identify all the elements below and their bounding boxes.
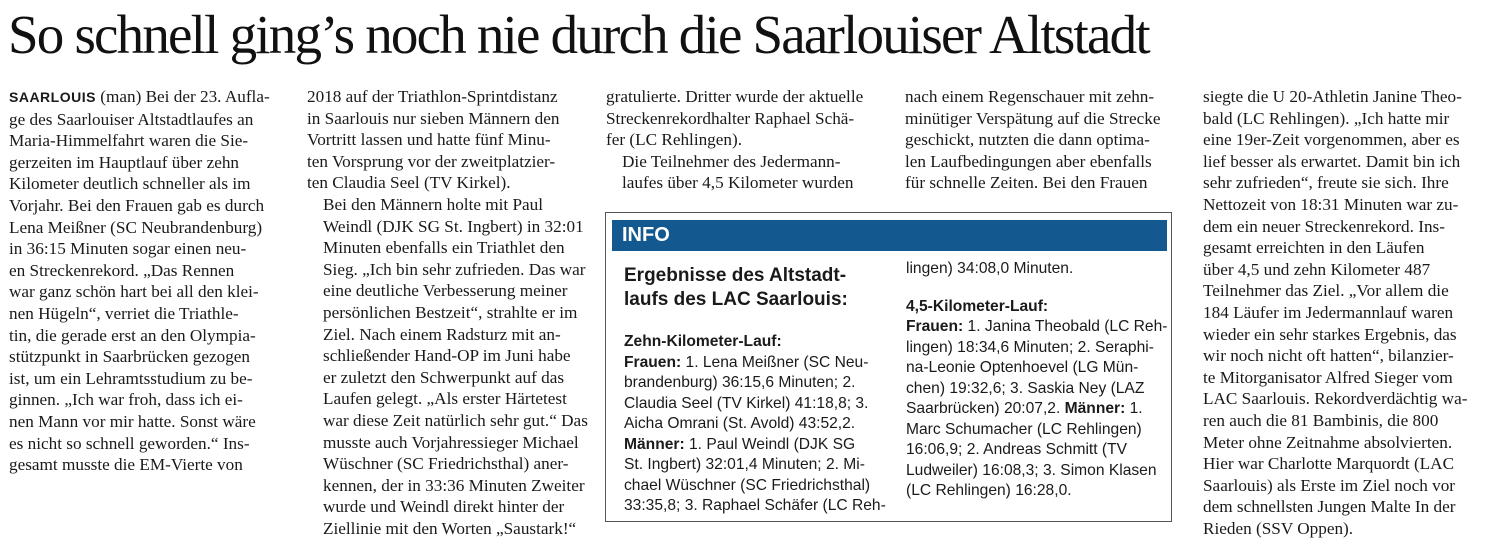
text-line: 1. Lena Meißner (SC Neu- bbox=[681, 353, 869, 371]
text-line: geschickt, nutzten die dann optima- bbox=[905, 130, 1150, 150]
text-line: er zuletzt den Schwerpunkt auf das bbox=[323, 367, 565, 387]
text-line: stützpunkt in Saarbrücken gezogen bbox=[9, 347, 251, 367]
text-line: laufes über 4,5 Kilometer wurden bbox=[622, 173, 854, 193]
text-line: war ganz schön hart bei all den klei- bbox=[9, 282, 259, 302]
text-line: ist, um ein Lehramtsstudium zu be- bbox=[9, 368, 253, 388]
article-column-1 bbox=[9, 86, 284, 476]
results-column-1 bbox=[624, 259, 886, 517]
text-line: Vorjahr. Bei den Frauen gab es durch bbox=[9, 195, 265, 215]
text-line: Hier war Charlotte Marquordt (LAC bbox=[1203, 454, 1455, 474]
results-men-10km bbox=[624, 435, 886, 456]
results-women-10km bbox=[624, 353, 886, 374]
text-line: (man) Bei der 23. Aufla- bbox=[95, 87, 270, 106]
article-column-5 bbox=[1203, 86, 1481, 539]
text-line: wir noch nicht oft hatten“, bilanzier- bbox=[1203, 346, 1454, 366]
text-line: Die Teilnehmer des Jedermann- bbox=[622, 151, 841, 171]
text-line: gesamt erreichten in den Läufen bbox=[1203, 238, 1425, 258]
label-women: Frauen: bbox=[624, 353, 682, 371]
text-line: na-Leonie Optenhoevel (LG Mün- bbox=[906, 359, 1139, 376]
text-line: gerzeiten im Hauptlauf über zehn bbox=[9, 152, 240, 172]
text-line: te Mitorganisator Alfred Sieger vom bbox=[1203, 367, 1453, 387]
text-line: Minuten ebenfalls ein Triathlet den bbox=[323, 238, 565, 258]
text-line: Ziel. Nach einem Radsturz mit an- bbox=[323, 324, 561, 344]
text-line: Claudia Seel (TV Kirkel) 41:18,8; 3. bbox=[624, 394, 869, 412]
text-line: ren auch die 81 Bambinis, die 800 bbox=[1203, 410, 1439, 430]
text-line: fer (LC Rehlingen). bbox=[606, 130, 743, 150]
text-line: Saarlouis) als Erste im Ziel noch vor bbox=[1203, 475, 1456, 495]
results-column-2 bbox=[906, 259, 1168, 502]
paragraph bbox=[307, 194, 588, 539]
text-line: Vortritt lassen und hatte fünf Minu- bbox=[307, 130, 551, 150]
text-line: minütiger Verspätung auf die Strecke bbox=[905, 108, 1161, 128]
text-line: gratulierte. Dritter wurde der aktuelle bbox=[606, 87, 864, 106]
text-line: Laufen gelegt. „Als erster Härtetest bbox=[323, 389, 567, 409]
text-line: kennen, der in 33:36 Minuten Zweiter bbox=[323, 475, 585, 495]
text-line: Teilnehmer das Ziel. „Vor allem die bbox=[1203, 281, 1449, 301]
text-line: ten Vorsprung vor der zweitplatzier- bbox=[307, 151, 556, 171]
text-line: 1. Janina Theobald (LC Reh- bbox=[963, 318, 1168, 335]
text-line: 33:35,8; 3. Raphael Schäfer (LC Reh- bbox=[624, 497, 886, 514]
text-line: laufs des LAC Saarlouis: bbox=[624, 289, 848, 310]
text-line: brandenburg) 36:15,6 Minuten; 2. bbox=[624, 374, 856, 391]
text-line: Saarbrücken) 20:07,2. bbox=[906, 400, 1065, 417]
text-line: war diese Zeit natürlich sehr gut.“ Das bbox=[323, 410, 588, 430]
text-line bbox=[9, 86, 284, 109]
text-line: musste auch Vorjahressieger Michael bbox=[323, 432, 579, 452]
section-heading-4-5km: 4,5-Kilometer-Lauf: bbox=[906, 297, 1049, 315]
text-line: Lena Meißner (SC Neubrandenburg) bbox=[9, 217, 263, 237]
label-women: Frauen: bbox=[906, 318, 964, 335]
text-line: 2018 auf der Triathlon-Sprintdistanz bbox=[307, 87, 558, 106]
label-men: Männer: bbox=[1064, 400, 1126, 417]
dateline: SAARLOUIS bbox=[9, 89, 96, 105]
text-line: Aicha Omrani (St. Avold) 43:52,2. bbox=[624, 415, 856, 432]
text-line: Maria-Himmelfahrt waren die Sie- bbox=[9, 131, 249, 151]
text-line: (LC Rehlingen) 16:28,0. bbox=[906, 482, 1072, 499]
article-column-2 bbox=[307, 86, 588, 539]
text-line: chen) 19:32,6; 3. Saskia Ney (LAZ bbox=[906, 379, 1145, 397]
text-line: Nettozeit von 18:31 Minuten war zu- bbox=[1203, 194, 1459, 214]
text-line: en Streckenrekord. „Das Rennen bbox=[9, 260, 235, 280]
text-line: Kilometer deutlich schneller als im bbox=[9, 174, 251, 194]
text-line: Rieden (SSV Oppen). bbox=[1203, 518, 1354, 538]
label-men: Männer: bbox=[624, 435, 685, 453]
text-line: lingen) 18:34,6 Minuten; 2. Seraphi- bbox=[906, 338, 1154, 356]
text-line: über 4,5 und zehn Kilometer 487 bbox=[1203, 259, 1431, 279]
paragraph bbox=[606, 86, 881, 151]
text-line: Weindl (DJK SG St. Ingbert) in 32:01 bbox=[323, 216, 584, 236]
results-title bbox=[624, 264, 886, 312]
text-line: in Saarlouis nur sieben Männern den bbox=[307, 108, 560, 128]
text-line: dem schnellsten Jungen Malte In der bbox=[1203, 497, 1456, 517]
text-line: lief besser als erwartet. Damit bin ich bbox=[1203, 151, 1461, 171]
text-line: eine 19er-Zeit vorgenommen, aber es bbox=[1203, 130, 1460, 150]
text-line: len Laufbedingungen aber ebenfalls bbox=[905, 151, 1152, 171]
text-line: schließender Hand-OP im Juni habe bbox=[323, 346, 571, 366]
article-column-3 bbox=[606, 86, 881, 194]
text-line: eine deutliche Verbesserung meiner bbox=[323, 281, 568, 301]
paragraph bbox=[9, 86, 284, 476]
text-line: 184 Läufer im Jedermannlauf waren bbox=[1203, 302, 1454, 322]
text-line: ginnen. „Ich war froh, dass ich ei- bbox=[9, 390, 243, 410]
text-line: nen Hügeln“, verriet die Triathle- bbox=[9, 303, 239, 323]
text-line: nach einem Regenschauer mit zehn- bbox=[905, 87, 1155, 106]
text-line: ten Claudia Seel (TV Kirkel). bbox=[307, 173, 511, 193]
text-line: dem ein neuer Streckenrekord. Ins- bbox=[1203, 216, 1445, 236]
text-line: Bei den Männern holte mit Paul bbox=[323, 194, 544, 214]
text-line: chael Wüschner (SC Friedrichsthal) bbox=[624, 476, 871, 494]
text-line: Ludweiler) 16:08,3; 3. Simon Klasen bbox=[906, 461, 1157, 479]
text-line: St. Ingbert) 32:01,4 Minuten; 2. Mi- bbox=[624, 456, 865, 473]
headline: So schnell ging’s noch nie durch die Saarlouiser Altstadt bbox=[8, 4, 1149, 65]
paragraph bbox=[307, 86, 583, 194]
text-line: lingen) 34:08,0 Minuten. bbox=[906, 260, 1074, 277]
article-column-4 bbox=[905, 86, 1180, 194]
text-line: nen Mann vor mir hatte. Sonst wäre bbox=[9, 411, 256, 431]
text-line: Ziellinie mit den Worten „Saustark!“ bbox=[323, 518, 577, 538]
text-line: für schnelle Zeiten. Bei den Frauen bbox=[905, 173, 1148, 193]
results-women-4-5km bbox=[906, 317, 1168, 338]
text-line: Streckenrekordhalter Raphael Schä- bbox=[606, 108, 855, 128]
text-line: Marc Schumacher (LC Rehlingen) bbox=[906, 420, 1142, 438]
results-info-box bbox=[605, 212, 1172, 522]
paragraph bbox=[905, 86, 1180, 194]
text-line: es nicht so schnell geworden.“ Ins- bbox=[9, 433, 250, 453]
paragraph bbox=[1203, 86, 1481, 539]
text-line: tin, die gerade erst an den Olympia- bbox=[9, 325, 256, 345]
text-line: Meter ohne Zeitnahme absolvierten. bbox=[1203, 432, 1453, 452]
text-line: in 36:15 Minuten sogar einen neu- bbox=[9, 239, 247, 259]
paragraph bbox=[606, 151, 881, 194]
text-line: bald (LC Rehlingen). „Ich hatte mir bbox=[1203, 108, 1450, 128]
text-line: wurde und Weindl direkt hinter der bbox=[323, 497, 565, 517]
results-men-4-5km bbox=[906, 399, 1168, 420]
text-line: wieder ein sehr starkes Ergebnis, das bbox=[1203, 324, 1457, 344]
text-line: persönlichen Bestzeit“, strahlte er im bbox=[323, 302, 578, 322]
text-line: Ergebnisse des Altstadt- bbox=[624, 265, 847, 286]
text-line: gesamt musste die EM-Vierte von bbox=[9, 455, 243, 475]
text-line: 16:06,9; 2. Andreas Schmitt (TV bbox=[906, 441, 1128, 458]
text-line: 1. Paul Weindl (DJK SG bbox=[684, 435, 856, 453]
section-heading-10km: Zehn-Kilometer-Lauf: bbox=[624, 333, 782, 350]
text-line: sehr zufrieden“, freute sie sich. Ihre bbox=[1203, 173, 1449, 193]
text-line: ge des Saarlouiser Altstadtlaufes an bbox=[9, 109, 254, 129]
text-line: LAC Saarlouis. Rekordverdächtig wa- bbox=[1203, 389, 1468, 409]
text-line: 1. bbox=[1125, 400, 1143, 417]
info-label-bar: INFO bbox=[612, 220, 1167, 251]
text-line: Sieg. „Ich bin sehr zufrieden. Das war bbox=[323, 259, 586, 279]
text-line: siegte die U 20-Athletin Janine Theo- bbox=[1203, 87, 1462, 106]
text-line: Wüschner (SC Friedrichsthal) aner- bbox=[323, 454, 569, 474]
